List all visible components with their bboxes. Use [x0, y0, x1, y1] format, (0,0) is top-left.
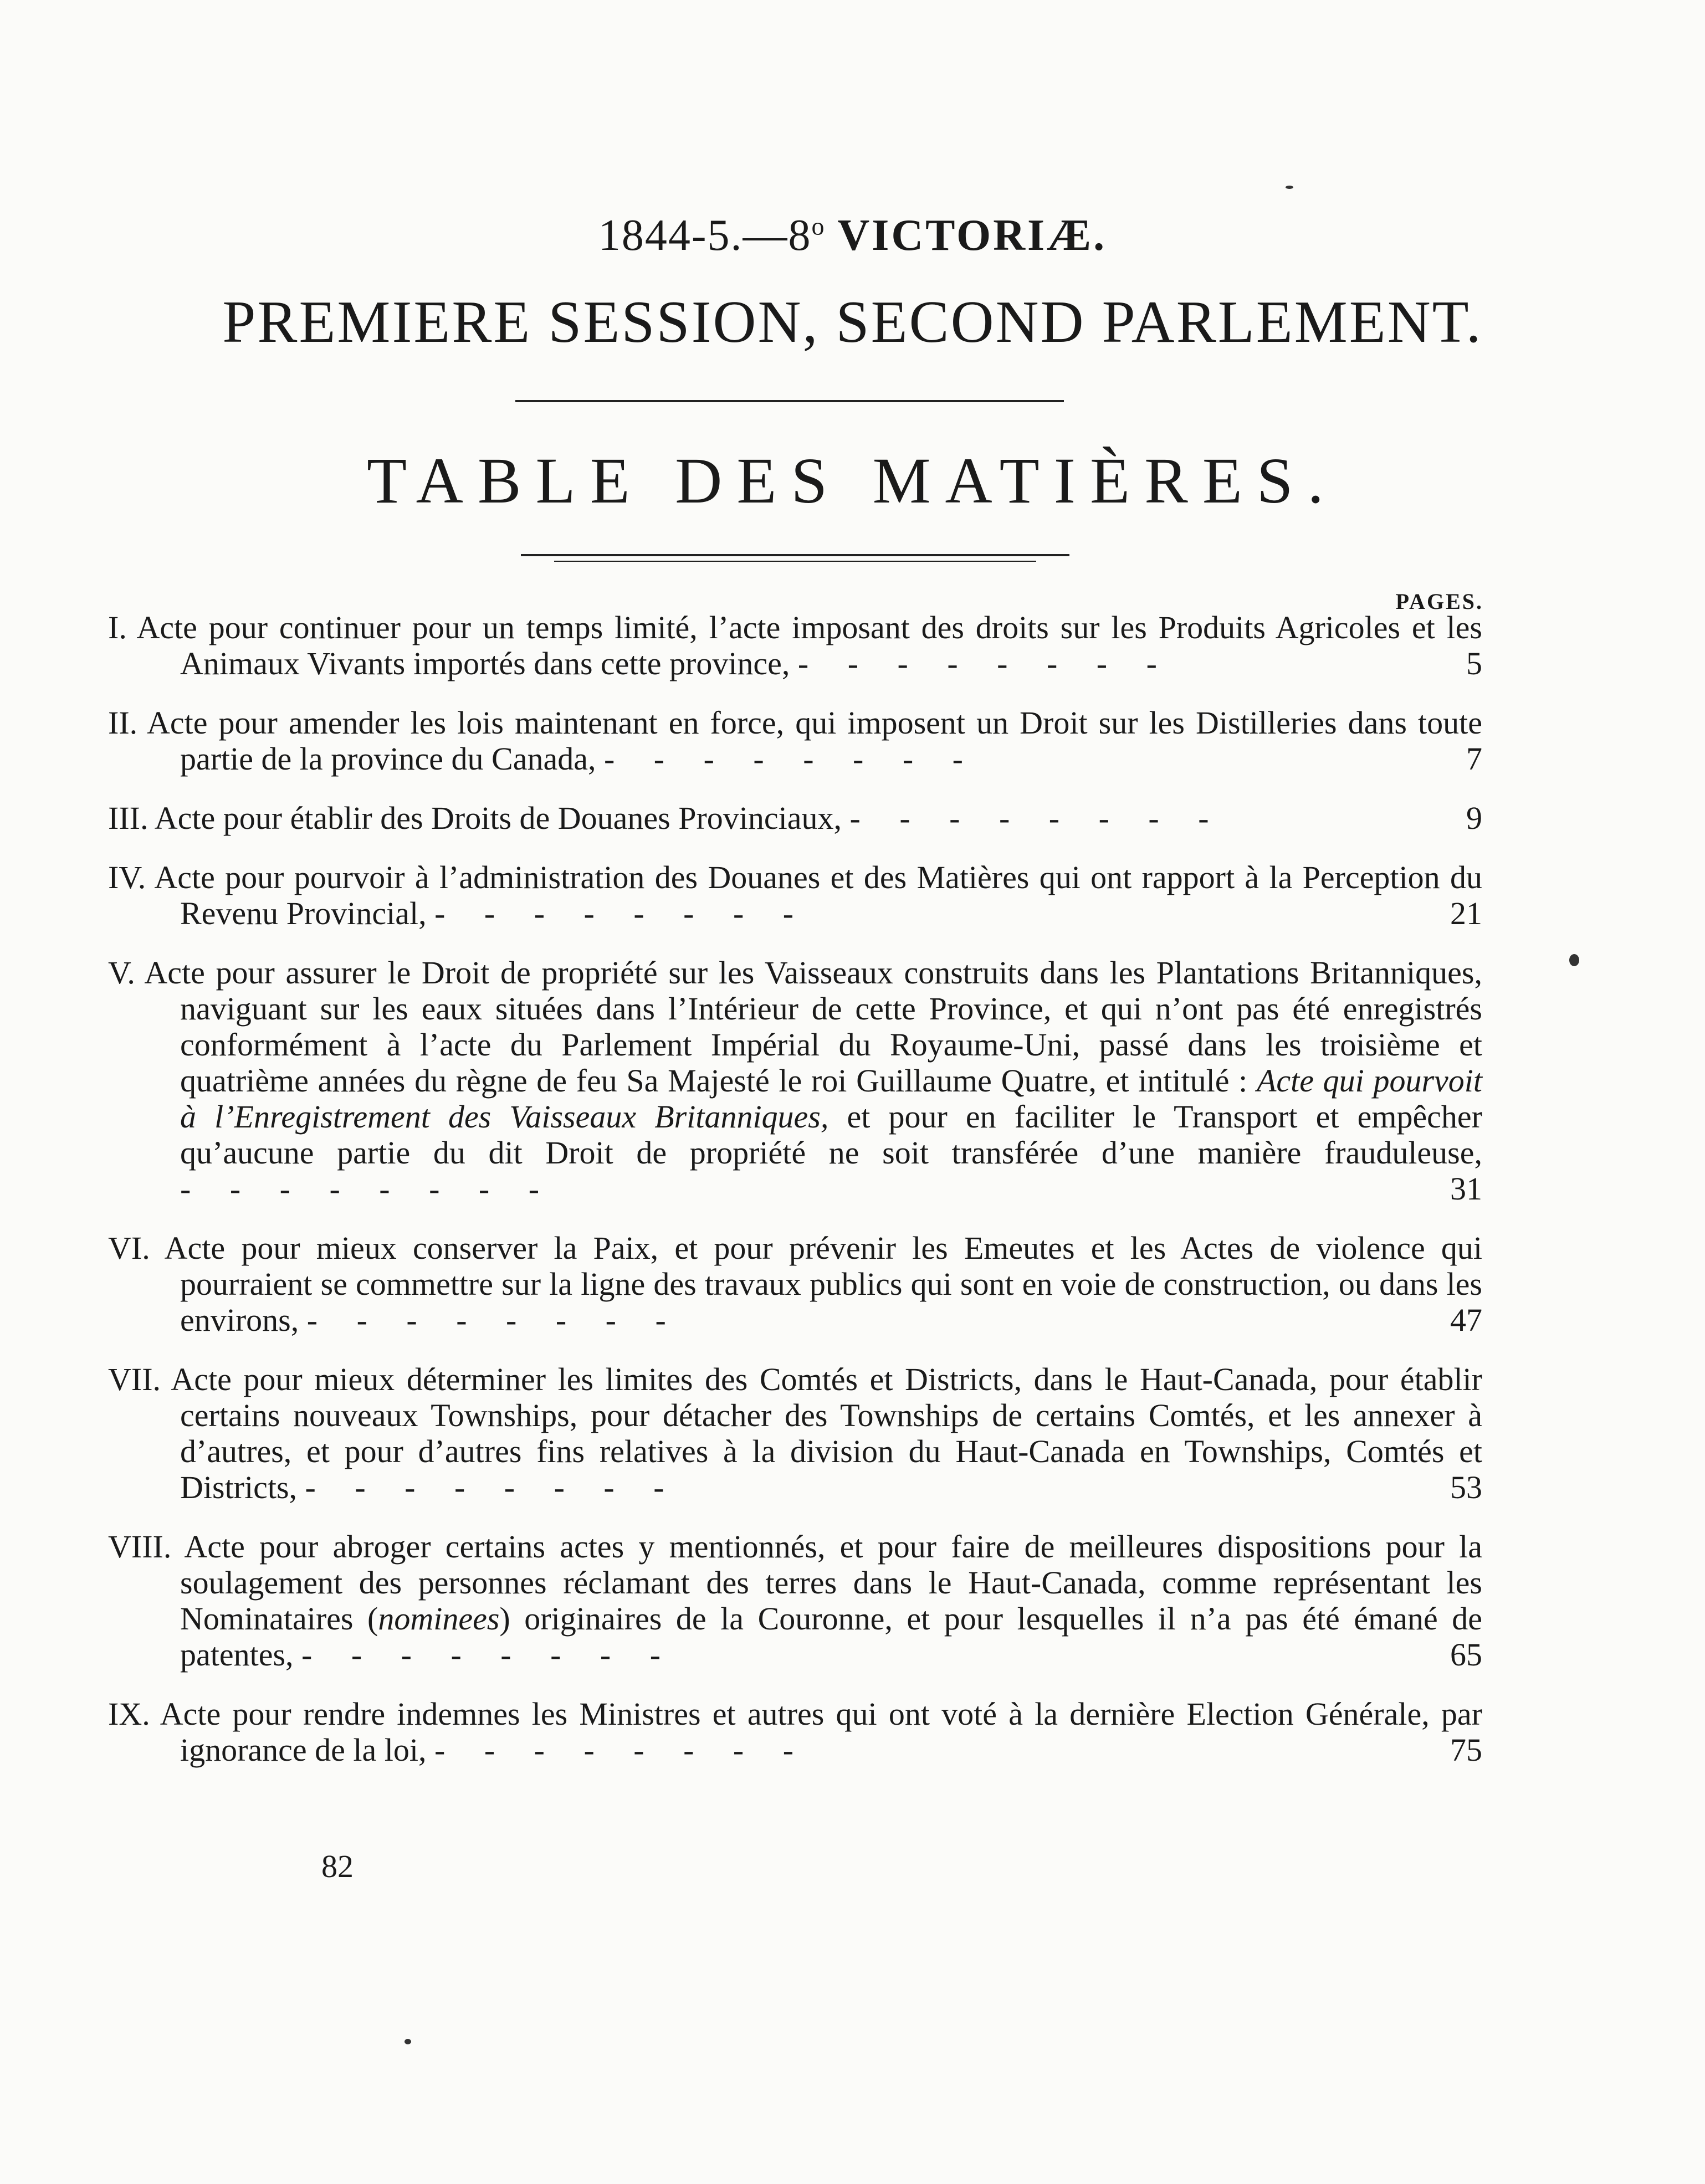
toc-entry [108, 1361, 1482, 1505]
entry-page-number: 21 [1450, 895, 1482, 931]
title-divider-thin [554, 561, 1036, 562]
entry-number: V. [108, 955, 135, 991]
entry-page-number: 7 [1466, 741, 1482, 777]
entry-title-italic: Acte qui pourvoit à l’Enregistrement des Vaisseaux Britanniques, [180, 1063, 1483, 1135]
entry-number: II. [108, 705, 138, 741]
top-divider [515, 400, 1064, 402]
entry-text-block [108, 859, 1482, 931]
entry-page-number: 47 [1450, 1302, 1482, 1338]
entry-number: VII. [108, 1361, 161, 1397]
pages-column-header: PAGES. [1395, 589, 1483, 614]
dot-leader: - - - - - - - - [603, 741, 979, 777]
year-text: 1844-5.—8 [598, 211, 812, 260]
toc-entry [108, 705, 1482, 777]
ink-speck [405, 2039, 411, 2044]
entry-text-block [108, 609, 1482, 681]
toc-entry [108, 955, 1482, 1207]
entry-page-number: 5 [1466, 645, 1482, 681]
entry-title: Acte pour continuer pour un temps limité, l’acte imposant des droits sur les Produits Agricoles et les Animaux Vivants importés dans cette province, [136, 609, 1482, 681]
dot-leader: - - - - - - - - [849, 800, 1225, 836]
entry-text-block [108, 800, 1482, 836]
entry-title: Acte pour mieux déterminer les limites des Comtés et Districts, dans le Haut-Canada, pour établir certains nouveaux Townships, pour détacher des Townships de certains Comtés, et les annexer à d’autres, et pour d’autres fins relatives à la division du Haut-Canada en Townships, Comtés et Districts, [171, 1361, 1482, 1505]
dot-leader: - - - - - - - - [797, 645, 1172, 681]
entry-title-part: et pour en faciliter le Transport et empêcher qu’aucune partie du dit Droit de propriété ne soit transférée d’une manière frauduleuse, [180, 1099, 1482, 1171]
entry-title: Acte pour rendre indemnes les Ministres et autres qui ont voté à la dernière Election Générale, par ignorance de la loi, [160, 1696, 1482, 1768]
entry-title: Acte pour mieux conserver la Paix, et pour prévenir les Emeutes et les Actes de violence qui pourraient se commettre sur la ligne des travaux publics qui sont en voie de construction, ou dans les environs, [164, 1230, 1482, 1338]
entry-title: Acte pour établir des Droits de Douanes Provinciaux, [154, 800, 842, 836]
ink-speck [1286, 186, 1293, 189]
entry-number: IV. [108, 859, 146, 895]
entry-number: IX. [108, 1696, 150, 1732]
dot-leader: - - - - - - - - [434, 1732, 810, 1768]
dot-leader: - - - - - - - - [434, 895, 810, 931]
signature-mark: 82 [321, 1848, 354, 1884]
toc-entries [108, 609, 1482, 1791]
entry-page-number: 9 [1466, 800, 1482, 836]
toc-entry [108, 609, 1482, 681]
entry-text-block [108, 1361, 1482, 1505]
entry-text-block [108, 705, 1482, 777]
entry-title: Acte pour pourvoir à l’administration des Douanes et des Matières qui ont rapport à la Perception du Revenu Provincial, [154, 859, 1482, 931]
toc-title: TABLE DES MATIÈRES. [366, 444, 1339, 517]
year-heading [0, 211, 1705, 261]
entry-title: Acte pour amender les lois maintenant en force, qui imposent un Droit sur les Distilleries dans toute partie de la province du Canada, [147, 705, 1482, 777]
reign-text: VICTORIÆ. [837, 211, 1107, 260]
dot-leader: - - - - - - - - [306, 1302, 682, 1338]
toc-entry [108, 800, 1482, 836]
session-heading: PREMIERE SESSION, SECOND PARLEMENT. [222, 289, 1483, 355]
toc-entry [108, 1529, 1482, 1673]
entry-text-block [108, 1230, 1482, 1338]
entry-number: VI. [108, 1230, 150, 1266]
entry-text-block [108, 1696, 1482, 1768]
toc-entry [108, 1230, 1482, 1338]
entry-page-number: 53 [1450, 1469, 1482, 1505]
ink-speck [1569, 954, 1579, 966]
entry-number: III. [108, 800, 149, 836]
entry-number: VIII. [108, 1529, 172, 1565]
year-superscript: o [811, 212, 826, 240]
entry-page-number: 75 [1450, 1732, 1482, 1768]
entry-title-part: ) originaires de la Couronne, et pour lesquelles il n’a pas été émané de patentes, [180, 1601, 1482, 1673]
title-divider [521, 554, 1069, 556]
toc-entry [108, 1696, 1482, 1768]
toc-entry [108, 859, 1482, 931]
dot-leader: - - - - - - - - [180, 1171, 555, 1207]
entry-text-block [108, 955, 1482, 1207]
entry-title-part: Acte pour assurer le Droit de propriété sur les Vaisseaux construits dans les Plantations Britanniques, naviguant sur les eaux situées dans l’Intérieur de cette Province, et qui n’ont pas été enregistrés conformément à l’acte du Parlement Impérial du Royaume-Uni, passé dans les troisième et quatrième années du règne de feu Sa Majesté le roi Guillaume Quatre, et intitulé : [144, 955, 1482, 1099]
dot-leader: - - - - - - - - [305, 1469, 680, 1505]
entry-number: I. [108, 609, 127, 645]
entry-text-block [108, 1529, 1482, 1673]
dot-leader: - - - - - - - - [301, 1637, 677, 1673]
entry-title-italic: nominees [378, 1601, 500, 1637]
entry-title-part: Acte pour abroger certains actes y mentionnés, et pour faire de meilleures dispositions pour la soulagement des personnes réclamant des terres dans le Haut-Canada, comme représentant les Nominataires ( [180, 1529, 1482, 1637]
entry-page-number: 65 [1450, 1637, 1482, 1673]
entry-page-number: 31 [1450, 1171, 1482, 1207]
